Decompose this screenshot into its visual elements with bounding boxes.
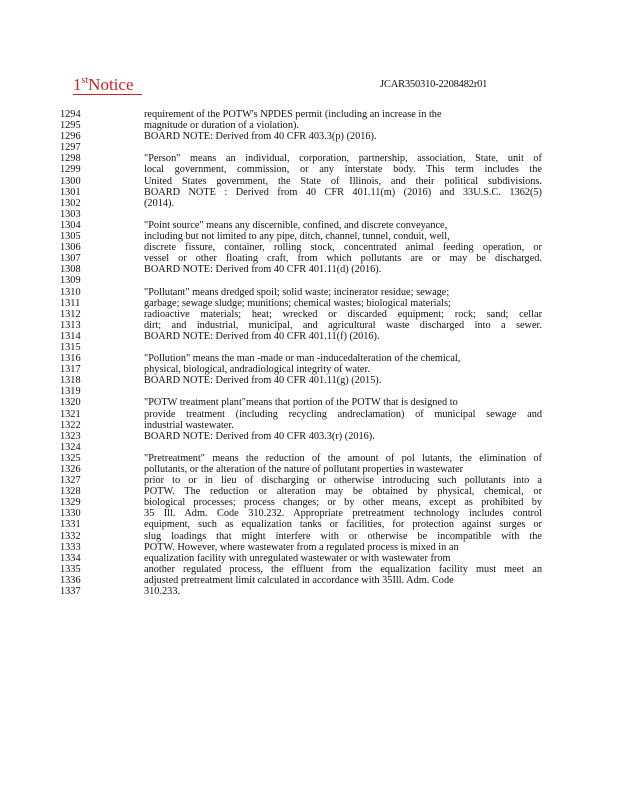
line-number: 1296 [60, 131, 81, 143]
line-text: prior to or in lieu of discharging or otherwise introducing such pollutants into a [144, 475, 542, 487]
line-number: 1318 [60, 375, 81, 387]
notice-number: 1 [73, 75, 82, 94]
line-number: 1328 [60, 486, 81, 498]
document-line [0, 531, 618, 542]
line-number: 1332 [60, 530, 81, 542]
line-text: equalization facility with unregulated wastewater or with wastewater from [144, 552, 451, 564]
document-line [0, 187, 618, 198]
document-line [0, 153, 618, 164]
line-text: requirement of the POTW's NPDES permit (including an increase in the [144, 109, 442, 120]
document-line [0, 176, 618, 187]
document-line [0, 298, 618, 309]
line-text: "Point source" means any discernible, confined, and discrete conveyance, [144, 219, 448, 231]
line-text: equipment, such as equalization tanks or facilities, for protection against surges or [144, 519, 542, 531]
line-text: BOARD NOTE : Derived from 40 CFR 401.11(m) (2016) and 33U.S.C. 1362(5) [144, 186, 542, 198]
line-text: biological processes; process changes; or by other means, except as prohibited by [144, 497, 542, 509]
document-line [0, 331, 618, 342]
line-number: 1302 [60, 197, 81, 209]
document-code: JCAR350310-2208482r01 [380, 79, 488, 90]
line-text: "Pollution" means the man -made or man -inducedalteration of the chemical, [144, 353, 461, 365]
notice-label [73, 75, 142, 95]
line-text: "POTW treatment plant"means that portion of the POTW that is designed to [144, 397, 458, 409]
line-number: 1333 [60, 541, 81, 553]
document-line [0, 209, 618, 220]
line-text: garbage; sewage sludge; munitions; chemical wastes; biological materials; [144, 297, 451, 309]
document-line [0, 553, 618, 564]
line-text: "Pollutant" means dredged spoil; solid waste; incinerator residue; sewage; [144, 286, 450, 298]
line-number: 1320 [60, 397, 81, 409]
document-line [0, 253, 618, 264]
document-line [0, 431, 618, 442]
line-text: BOARD NOTE: Derived from 40 CFR 401.11(f) (2016). [144, 330, 380, 342]
document-line [0, 375, 618, 386]
document-line [0, 475, 618, 486]
line-text: pollutants, or the alteration of the nature of pollutant properties in wastewater [144, 464, 464, 475]
document-line [0, 442, 618, 453]
line-text: industrial wastewater. [144, 419, 234, 431]
line-text: radioactive materials; heat; wrecked or discarded equipment; rock; sand; cellar [144, 308, 542, 320]
document-line [0, 386, 618, 397]
line-number: 1313 [60, 319, 81, 331]
line-number: 1315 [60, 341, 81, 353]
line-text: BOARD NOTE: Derived from 40 CFR 403.3(r) (2016). [144, 430, 375, 442]
line-number: 1304 [60, 219, 81, 231]
line-number: 1308 [60, 264, 81, 276]
line-text: 310.233. [144, 586, 181, 598]
line-number: 1316 [60, 353, 81, 365]
line-number: 1330 [60, 508, 81, 520]
document-line [0, 575, 618, 586]
document-line [0, 275, 618, 286]
document-line [0, 542, 618, 553]
line-text: BOARD NOTE: Derived from 40 CFR 401.11(g) (2015). [144, 375, 382, 387]
line-number: 1317 [60, 364, 81, 376]
document-line [0, 142, 618, 153]
line-text: "Person" means an individual, corporation, partnership, association, State, unit of [144, 153, 542, 165]
document-line [0, 397, 618, 408]
document-line [0, 220, 618, 231]
document-line [0, 586, 618, 597]
line-number: 1294 [60, 109, 81, 120]
line-number: 1312 [60, 308, 81, 320]
document-line [0, 242, 618, 253]
line-number: 1326 [60, 464, 81, 475]
line-number: 1299 [60, 164, 81, 176]
line-number: 1337 [60, 586, 81, 598]
document-body [0, 109, 618, 597]
line-text: (2014). [144, 197, 175, 209]
line-text: United States government, the State of Illinois, and their political subdivisions. [144, 175, 542, 187]
line-number: 1306 [60, 242, 81, 254]
line-text: magnitude or duration of a violation). [144, 120, 299, 132]
line-number: 1300 [60, 175, 81, 187]
document-line [0, 109, 618, 120]
line-number: 1334 [60, 552, 81, 564]
document-line [0, 120, 618, 131]
line-number: 1321 [60, 408, 81, 420]
line-text: discrete fissure, container, rolling stock, concentrated animal feeding operation, or [144, 242, 542, 254]
line-text: dirt; and industrial, municipal, and agricultural waste discharged into a sewer. [144, 319, 542, 331]
document-line [0, 309, 618, 320]
document-line [0, 264, 618, 275]
line-text: provide treatment (including recycling andreclamation) of municipal sewage and [144, 408, 542, 420]
document-line [0, 131, 618, 142]
line-number: 1297 [60, 142, 81, 154]
line-number: 1322 [60, 419, 81, 431]
line-text: BOARD NOTE: Derived from 40 CFR 403.3(p) (2016). [144, 131, 377, 143]
line-text: physical, biological, andradiological integrity of water. [144, 364, 370, 376]
document-line [0, 420, 618, 431]
line-text: 35 Ill. Adm. Code 310.232. Appropriate pretreatment technology includes control [144, 508, 542, 520]
line-number: 1327 [60, 475, 81, 487]
notice-suffix: st [81, 75, 89, 86]
line-number: 1331 [60, 519, 81, 531]
line-text: slug loadings that might interfere with or otherwise be incompatible with the [144, 530, 542, 542]
line-text: POTW. However, where wastewater from a regulated process is mixed in an [144, 541, 459, 553]
line-text: vessel or other floating craft, from which pollutants are or may be discharged. [144, 253, 542, 265]
line-number: 1324 [60, 441, 81, 453]
document-line [0, 486, 618, 497]
document-line [0, 164, 618, 175]
document-line [0, 508, 618, 519]
line-number: 1325 [60, 452, 81, 464]
line-number: 1323 [60, 430, 81, 442]
document-line [0, 464, 618, 475]
line-number: 1319 [60, 386, 81, 398]
line-number: 1303 [60, 208, 81, 220]
document-line [0, 564, 618, 575]
document-line [0, 453, 618, 464]
document-line [0, 409, 618, 420]
document-line [0, 364, 618, 375]
document-line [0, 231, 618, 242]
line-text: "Pretreatment" means the reduction of the amount of pol lutants, the elimination of [144, 452, 542, 464]
document-line [0, 287, 618, 298]
line-number: 1310 [60, 286, 81, 298]
line-number: 1298 [60, 153, 81, 165]
document-line [0, 519, 618, 530]
line-number: 1336 [60, 574, 81, 586]
document-line [0, 353, 618, 364]
line-text: another regulated process, the effluent from the equalization facility must meet an [144, 563, 542, 575]
document-line [0, 342, 618, 353]
line-number: 1311 [60, 297, 81, 309]
document-line [0, 497, 618, 508]
line-number: 1335 [60, 563, 81, 575]
line-number: 1309 [60, 275, 81, 287]
line-number: 1314 [60, 330, 81, 342]
line-text: BOARD NOTE: Derived from 40 CFR 401.11(d) (2016). [144, 264, 382, 276]
line-text: adjusted pretreatment limit calculated in accordance with 35Ill. Adm. Code [144, 574, 454, 586]
line-text: POTW. The reduction or alteration may be obtained by physical, chemical, or [144, 486, 542, 498]
document-line [0, 320, 618, 331]
line-number: 1305 [60, 231, 81, 243]
line-text: local government, commission, or any interstate body. This term includes the [144, 164, 542, 176]
line-number: 1329 [60, 497, 81, 509]
line-number: 1295 [60, 120, 81, 132]
line-text: including but not limited to any pipe, ditch, channel, tunnel, conduit, well, [144, 231, 450, 243]
line-number: 1301 [60, 186, 81, 198]
line-number: 1307 [60, 253, 81, 265]
notice-word: Notice [88, 75, 134, 94]
document-line [0, 198, 618, 209]
